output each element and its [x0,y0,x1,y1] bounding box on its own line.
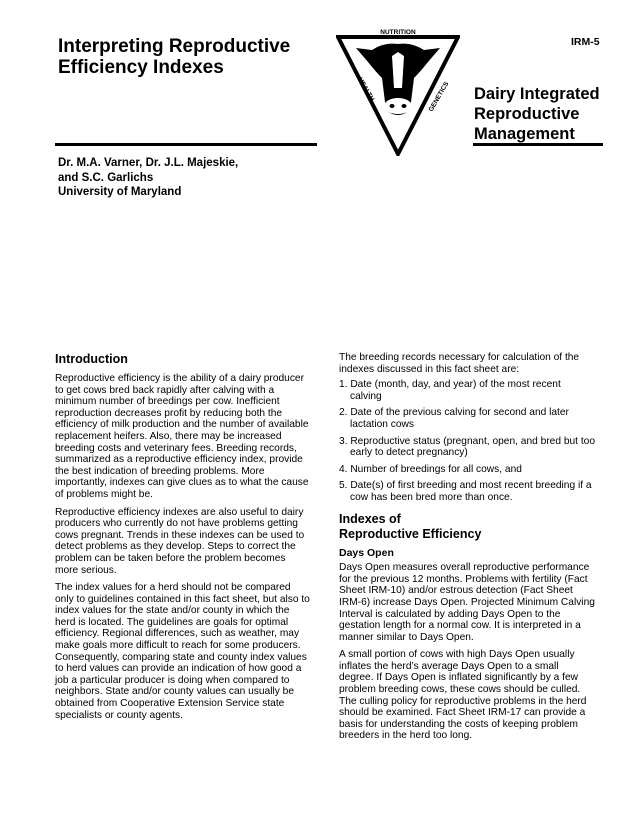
logo-nutrition-label: NUTRITION [380,29,416,36]
fact-sheet-id: IRM-5 [571,36,600,48]
author-block [58,156,238,200]
series-title-line-2: Reproductive [474,105,580,123]
indexes-heading [339,512,595,542]
title-rule [55,143,317,146]
logo-health-label: HEALTH [356,76,376,103]
list-item: 2. Date of the previous calving for second and later lactation cows [339,407,569,430]
list-item: 1. Date (month, day, and year) of the most recent calving [339,379,561,402]
series-rule [473,143,603,146]
left-column [55,352,311,727]
dairy-logo [336,26,460,156]
list-item: 4. Number of breedings for all cows, and [339,463,522,475]
intro-paragraph-2: Reproductive efficiency indexes are also useful to dairy producers who currently do not have problems getting cows pregnant. Trends in these indexes can be used to detect problems as they develop. Steps to correct the problem can be taken before the problem becomes more serious. [55,506,305,576]
introduction-heading: Introduction [55,352,128,366]
days-open-paragraph-2: A small portion of cows with high Days Open usually inflates the herd’s average Days Open to a small degree. If Days Open is inflated significantly by a few problem breeding cows, these cows should be culled. The culling policy for reproductive problems in the herd should be examined. Fact Sheet IRM-17 can provide a basis for understanding the costs of keeping problem breeders in the herd too long. [339,649,587,742]
document-title: Interpreting Reproductive Efficiency Indexes [58,36,291,78]
indexes-heading-line-1: Indexes of [339,511,401,526]
days-open-subheading: Days Open [339,546,394,559]
intro-paragraph-1: Reproductive efficiency is the ability of a dairy producer to get cows bred back rapidly after calving with a minimum number of breedings per cow. Inefficient reproduction decreases profit by reducing both the efficiency of milk production and the number of available replacement heifers. Also, there may be increased breeding costs and veterinary fees. Breeding records, summarized as a reproductive efficiency index, provide the best indication of breeding problems. More importantly, indexes can give clues as to what the cause of problems might be. [55,373,309,500]
logo-genetics-label: GENETICS [427,80,451,113]
series-title [474,84,600,144]
series-title-line-3: Management [474,125,575,143]
days-open-paragraph-1: Days Open measures overall reproductive performance for the previous 12 months. Problems with fertility (Fact Sheet IRM-10) and/or estrous detection (Fact Sheet IRM-6) increase Days Open. Projected Minimum Calving Interval is calculated by adding Days Open to the gestation length for a normal cow. It is interpreted in a manner similar to Days Open. [339,562,595,643]
intro-paragraph-3: The index values for a herd should not be compared only to guidelines contained in this fact sheet, but also to index values for the state and/or county in which the herd is located. The guidelines are goals for optimal efficiency. Regional differences, such as weather, may make goals more difficult to reach for some producers. Consequently, comparing state and county index values to herd values can provide an indication of how good a job a particular producer is doing when compared to neighbors. State and/or county values can usually be obtained from Cooperative Extension Service state specialists or county agents. [55,582,310,721]
series-title-line-1: Dairy Integrated [474,85,600,103]
indexes-heading-line-2: Reproductive Efficiency [339,526,482,541]
records-lead: The breeding records necessary for calculation of the indexes discussed in this fact sheet are: [339,352,580,375]
records-list [339,379,595,503]
list-item: 3. Reproductive status (pregnant, open, and bred but too early to detect pregnancy) [339,435,595,459]
author-affiliation: University of Maryland [58,186,182,198]
list-item: 5. Date(s) of first breeding and most recent breeding if a cow has been bred more than once. [339,480,592,503]
author-line-2: and S.C. Garlichs [58,171,154,184]
author-line-1: Dr. M.A. Varner, Dr. J.L. Majeskie, [58,157,239,169]
right-column [339,352,595,748]
